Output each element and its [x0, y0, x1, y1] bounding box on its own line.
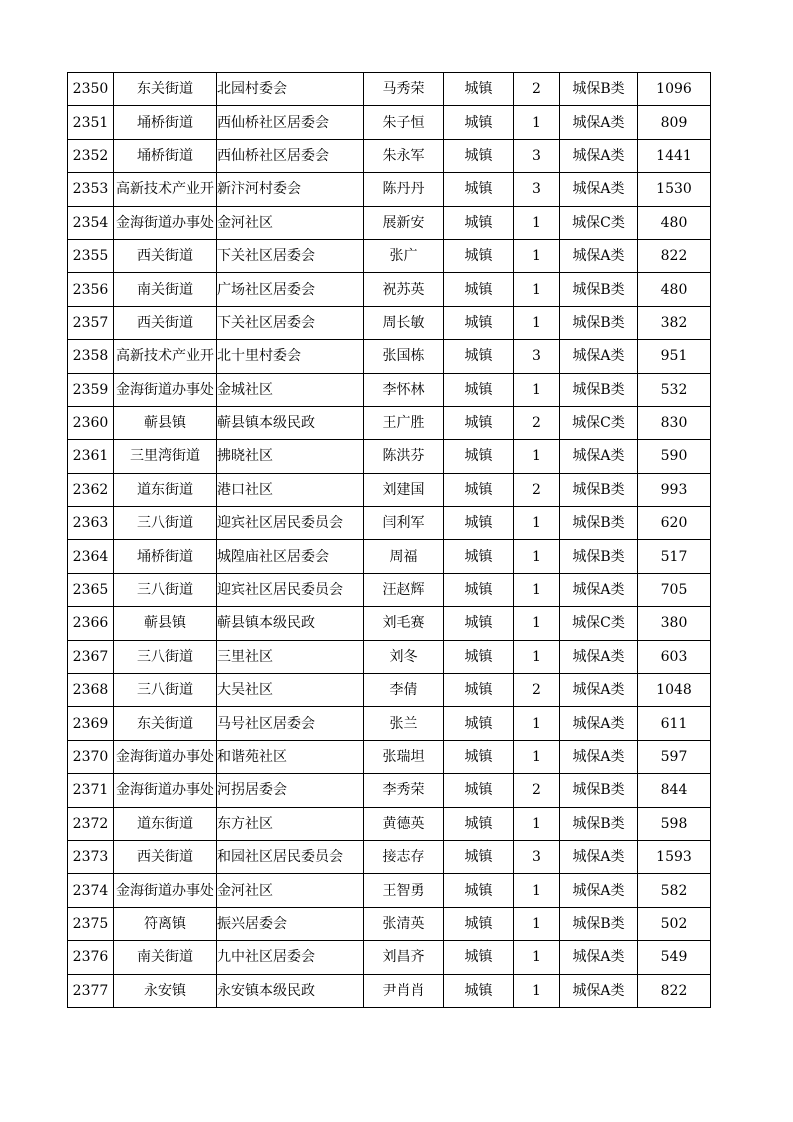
category-cell: 城保A类	[560, 674, 638, 707]
category-cell: 城保A类	[560, 340, 638, 373]
amount-cell: 1530	[638, 173, 711, 206]
area-type-cell: 城镇	[444, 907, 514, 940]
amount-cell: 598	[638, 807, 711, 840]
category-cell: 城保B类	[560, 540, 638, 573]
household-count-cell: 2	[514, 73, 560, 106]
household-count-cell: 1	[514, 373, 560, 406]
name-cell: 接志存	[364, 840, 444, 873]
area-type-cell: 城镇	[444, 206, 514, 239]
street-cell: 道东街道	[114, 807, 217, 840]
community-cell: 西仙桥社区居委会	[217, 106, 364, 139]
household-count-cell: 3	[514, 173, 560, 206]
area-type-cell: 城镇	[444, 173, 514, 206]
row-number: 2370	[68, 740, 114, 773]
community-cell: 北十里村委会	[217, 340, 364, 373]
category-cell: 城保A类	[560, 573, 638, 606]
table-row	[68, 807, 711, 840]
area-type-cell: 城镇	[444, 440, 514, 473]
row-number: 2357	[68, 306, 114, 339]
community-cell: 三里社区	[217, 640, 364, 673]
row-number: 2371	[68, 774, 114, 807]
household-count-cell: 1	[514, 440, 560, 473]
amount-cell: 480	[638, 206, 711, 239]
name-cell: 黄德英	[364, 807, 444, 840]
category-cell: 城保C类	[560, 406, 638, 439]
amount-cell: 809	[638, 106, 711, 139]
name-cell: 张国栋	[364, 340, 444, 373]
street-cell: 高新技术产业开	[114, 340, 217, 373]
table-row	[68, 640, 711, 673]
street-cell: 埇桥街道	[114, 106, 217, 139]
area-type-cell: 城镇	[444, 974, 514, 1007]
row-number: 2356	[68, 273, 114, 306]
area-type-cell: 城镇	[444, 640, 514, 673]
community-cell: 蕲县镇本级民政	[217, 406, 364, 439]
table-row	[68, 507, 711, 540]
category-cell: 城保A类	[560, 974, 638, 1007]
community-cell: 振兴居委会	[217, 907, 364, 940]
row-number: 2355	[68, 239, 114, 272]
row-number: 2359	[68, 373, 114, 406]
street-cell: 符离镇	[114, 907, 217, 940]
street-cell: 高新技术产业开	[114, 173, 217, 206]
street-cell: 东关街道	[114, 707, 217, 740]
street-cell: 三八街道	[114, 640, 217, 673]
street-cell: 东关街道	[114, 73, 217, 106]
category-cell: 城保A类	[560, 707, 638, 740]
area-type-cell: 城镇	[444, 106, 514, 139]
household-count-cell: 3	[514, 340, 560, 373]
area-type-cell: 城镇	[444, 941, 514, 974]
area-type-cell: 城镇	[444, 373, 514, 406]
street-cell: 永安镇	[114, 974, 217, 1007]
row-number: 2376	[68, 941, 114, 974]
name-cell: 李秀荣	[364, 774, 444, 807]
area-type-cell: 城镇	[444, 306, 514, 339]
area-type-cell: 城镇	[444, 73, 514, 106]
row-number: 2360	[68, 406, 114, 439]
table-row	[68, 239, 711, 272]
community-cell: 迎宾社区居民委员会	[217, 573, 364, 606]
amount-cell: 382	[638, 306, 711, 339]
amount-cell: 549	[638, 941, 711, 974]
community-cell: 广场社区居委会	[217, 273, 364, 306]
row-number: 2363	[68, 507, 114, 540]
street-cell: 金海街道办事处	[114, 874, 217, 907]
name-cell: 李倩	[364, 674, 444, 707]
household-count-cell: 1	[514, 907, 560, 940]
table-row	[68, 607, 711, 640]
street-cell: 蕲县镇	[114, 607, 217, 640]
table-row	[68, 974, 711, 1007]
category-cell: 城保C类	[560, 206, 638, 239]
name-cell: 陈丹丹	[364, 173, 444, 206]
area-type-cell: 城镇	[444, 840, 514, 873]
name-cell: 周长敏	[364, 306, 444, 339]
street-cell: 金海街道办事处	[114, 206, 217, 239]
household-count-cell: 3	[514, 139, 560, 172]
area-type-cell: 城镇	[444, 774, 514, 807]
name-cell: 张瑞坦	[364, 740, 444, 773]
table-row	[68, 406, 711, 439]
community-cell: 东方社区	[217, 807, 364, 840]
amount-cell: 822	[638, 974, 711, 1007]
street-cell: 金海街道办事处	[114, 774, 217, 807]
area-type-cell: 城镇	[444, 573, 514, 606]
amount-cell: 590	[638, 440, 711, 473]
name-cell: 张广	[364, 239, 444, 272]
row-number: 2368	[68, 674, 114, 707]
table-row	[68, 139, 711, 172]
community-cell: 金河社区	[217, 206, 364, 239]
roster-body	[68, 73, 711, 1008]
row-number: 2354	[68, 206, 114, 239]
category-cell: 城保A类	[560, 239, 638, 272]
name-cell: 周福	[364, 540, 444, 573]
category-cell: 城保B类	[560, 473, 638, 506]
name-cell: 刘建国	[364, 473, 444, 506]
table-row	[68, 440, 711, 473]
community-cell: 港口社区	[217, 473, 364, 506]
name-cell: 祝苏英	[364, 273, 444, 306]
table-row	[68, 473, 711, 506]
household-count-cell: 2	[514, 674, 560, 707]
name-cell: 张兰	[364, 707, 444, 740]
household-count-cell: 1	[514, 273, 560, 306]
community-cell: 和谐苑社区	[217, 740, 364, 773]
category-cell: 城保A类	[560, 173, 638, 206]
area-type-cell: 城镇	[444, 139, 514, 172]
category-cell: 城保B类	[560, 907, 638, 940]
row-number: 2350	[68, 73, 114, 106]
street-cell: 西关街道	[114, 840, 217, 873]
area-type-cell: 城镇	[444, 807, 514, 840]
community-cell: 迎宾社区居民委员会	[217, 507, 364, 540]
category-cell: 城保A类	[560, 640, 638, 673]
category-cell: 城保A类	[560, 941, 638, 974]
household-count-cell: 1	[514, 807, 560, 840]
amount-cell: 603	[638, 640, 711, 673]
roster-table	[67, 72, 711, 1008]
table-row	[68, 941, 711, 974]
table-row	[68, 907, 711, 940]
category-cell: 城保A类	[560, 740, 638, 773]
community-cell: 蕲县镇本级民政	[217, 607, 364, 640]
area-type-cell: 城镇	[444, 540, 514, 573]
category-cell: 城保C类	[560, 607, 638, 640]
household-count-cell: 1	[514, 106, 560, 139]
street-cell: 西关街道	[114, 239, 217, 272]
community-cell: 和园社区居民委员会	[217, 840, 364, 873]
street-cell: 三八街道	[114, 573, 217, 606]
name-cell: 刘毛赛	[364, 607, 444, 640]
community-cell: 北园村委会	[217, 73, 364, 106]
table-row	[68, 774, 711, 807]
community-cell: 河拐居委会	[217, 774, 364, 807]
amount-cell: 705	[638, 573, 711, 606]
name-cell: 马秀荣	[364, 73, 444, 106]
community-cell: 下关社区居委会	[217, 239, 364, 272]
household-count-cell: 1	[514, 707, 560, 740]
category-cell: 城保B类	[560, 507, 638, 540]
household-count-cell: 1	[514, 206, 560, 239]
amount-cell: 597	[638, 740, 711, 773]
street-cell: 南关街道	[114, 273, 217, 306]
name-cell: 朱永军	[364, 139, 444, 172]
household-count-cell: 1	[514, 573, 560, 606]
household-count-cell: 3	[514, 840, 560, 873]
row-number: 2369	[68, 707, 114, 740]
category-cell: 城保B类	[560, 306, 638, 339]
table-row	[68, 206, 711, 239]
table-row	[68, 340, 711, 373]
area-type-cell: 城镇	[444, 507, 514, 540]
community-cell: 马号社区居委会	[217, 707, 364, 740]
name-cell: 朱子恒	[364, 106, 444, 139]
row-number: 2374	[68, 874, 114, 907]
amount-cell: 951	[638, 340, 711, 373]
community-cell: 西仙桥社区居委会	[217, 139, 364, 172]
table-row	[68, 106, 711, 139]
area-type-cell: 城镇	[444, 707, 514, 740]
name-cell: 李怀林	[364, 373, 444, 406]
category-cell: 城保A类	[560, 840, 638, 873]
name-cell: 张清英	[364, 907, 444, 940]
amount-cell: 830	[638, 406, 711, 439]
area-type-cell: 城镇	[444, 740, 514, 773]
area-type-cell: 城镇	[444, 607, 514, 640]
name-cell: 王广胜	[364, 406, 444, 439]
name-cell: 尹肖肖	[364, 974, 444, 1007]
name-cell: 王智勇	[364, 874, 444, 907]
street-cell: 蕲县镇	[114, 406, 217, 439]
community-cell: 永安镇本级民政	[217, 974, 364, 1007]
community-cell: 城隍庙社区居委会	[217, 540, 364, 573]
table-row	[68, 674, 711, 707]
community-cell: 拂晓社区	[217, 440, 364, 473]
area-type-cell: 城镇	[444, 874, 514, 907]
amount-cell: 517	[638, 540, 711, 573]
category-cell: 城保A类	[560, 106, 638, 139]
name-cell: 闫利军	[364, 507, 444, 540]
street-cell: 金海街道办事处	[114, 373, 217, 406]
household-count-cell: 1	[514, 239, 560, 272]
category-cell: 城保B类	[560, 273, 638, 306]
community-cell: 大吴社区	[217, 674, 364, 707]
table-row	[68, 707, 711, 740]
street-cell: 三里湾街道	[114, 440, 217, 473]
name-cell: 汪赵辉	[364, 573, 444, 606]
table-row	[68, 540, 711, 573]
amount-cell: 532	[638, 373, 711, 406]
area-type-cell: 城镇	[444, 239, 514, 272]
row-number: 2377	[68, 974, 114, 1007]
table-row	[68, 306, 711, 339]
amount-cell: 582	[638, 874, 711, 907]
community-cell: 九中社区居委会	[217, 941, 364, 974]
amount-cell: 620	[638, 507, 711, 540]
row-number: 2373	[68, 840, 114, 873]
amount-cell: 844	[638, 774, 711, 807]
street-cell: 南关街道	[114, 941, 217, 974]
category-cell: 城保B类	[560, 774, 638, 807]
household-count-cell: 1	[514, 740, 560, 773]
row-number: 2353	[68, 173, 114, 206]
category-cell: 城保A类	[560, 440, 638, 473]
category-cell: 城保B类	[560, 73, 638, 106]
area-type-cell: 城镇	[444, 473, 514, 506]
table-row	[68, 373, 711, 406]
category-cell: 城保B类	[560, 373, 638, 406]
household-count-cell: 1	[514, 874, 560, 907]
row-number: 2351	[68, 106, 114, 139]
area-type-cell: 城镇	[444, 340, 514, 373]
row-number: 2362	[68, 473, 114, 506]
household-count-cell: 1	[514, 540, 560, 573]
area-type-cell: 城镇	[444, 273, 514, 306]
household-count-cell: 1	[514, 507, 560, 540]
street-cell: 埇桥街道	[114, 139, 217, 172]
row-number: 2372	[68, 807, 114, 840]
amount-cell: 1048	[638, 674, 711, 707]
amount-cell: 1096	[638, 73, 711, 106]
row-number: 2361	[68, 440, 114, 473]
household-count-cell: 1	[514, 640, 560, 673]
table-row	[68, 874, 711, 907]
amount-cell: 502	[638, 907, 711, 940]
street-cell: 三八街道	[114, 507, 217, 540]
street-cell: 金海街道办事处	[114, 740, 217, 773]
street-cell: 西关街道	[114, 306, 217, 339]
household-count-cell: 1	[514, 607, 560, 640]
category-cell: 城保A类	[560, 139, 638, 172]
area-type-cell: 城镇	[444, 674, 514, 707]
table-row	[68, 740, 711, 773]
household-count-cell: 1	[514, 941, 560, 974]
row-number: 2367	[68, 640, 114, 673]
community-cell: 下关社区居委会	[217, 306, 364, 339]
row-number: 2366	[68, 607, 114, 640]
table-row	[68, 273, 711, 306]
amount-cell: 993	[638, 473, 711, 506]
row-number: 2364	[68, 540, 114, 573]
name-cell: 展新安	[364, 206, 444, 239]
household-count-cell: 1	[514, 306, 560, 339]
amount-cell: 1593	[638, 840, 711, 873]
amount-cell: 1441	[638, 139, 711, 172]
name-cell: 刘冬	[364, 640, 444, 673]
community-cell: 金河社区	[217, 874, 364, 907]
household-count-cell: 2	[514, 473, 560, 506]
row-number: 2365	[68, 573, 114, 606]
street-cell: 三八街道	[114, 674, 217, 707]
amount-cell: 380	[638, 607, 711, 640]
household-count-cell: 2	[514, 774, 560, 807]
table-row	[68, 573, 711, 606]
community-cell: 金城社区	[217, 373, 364, 406]
household-count-cell: 1	[514, 974, 560, 1007]
name-cell: 刘昌齐	[364, 941, 444, 974]
household-count-cell: 2	[514, 406, 560, 439]
amount-cell: 611	[638, 707, 711, 740]
amount-cell: 822	[638, 239, 711, 272]
row-number: 2352	[68, 139, 114, 172]
area-type-cell: 城镇	[444, 406, 514, 439]
table-row	[68, 173, 711, 206]
amount-cell: 480	[638, 273, 711, 306]
category-cell: 城保A类	[560, 874, 638, 907]
street-cell: 道东街道	[114, 473, 217, 506]
community-cell: 新汴河村委会	[217, 173, 364, 206]
category-cell: 城保B类	[560, 807, 638, 840]
table-row	[68, 840, 711, 873]
street-cell: 埇桥街道	[114, 540, 217, 573]
row-number: 2375	[68, 907, 114, 940]
name-cell: 陈洪芬	[364, 440, 444, 473]
row-number: 2358	[68, 340, 114, 373]
table-row	[68, 73, 711, 106]
